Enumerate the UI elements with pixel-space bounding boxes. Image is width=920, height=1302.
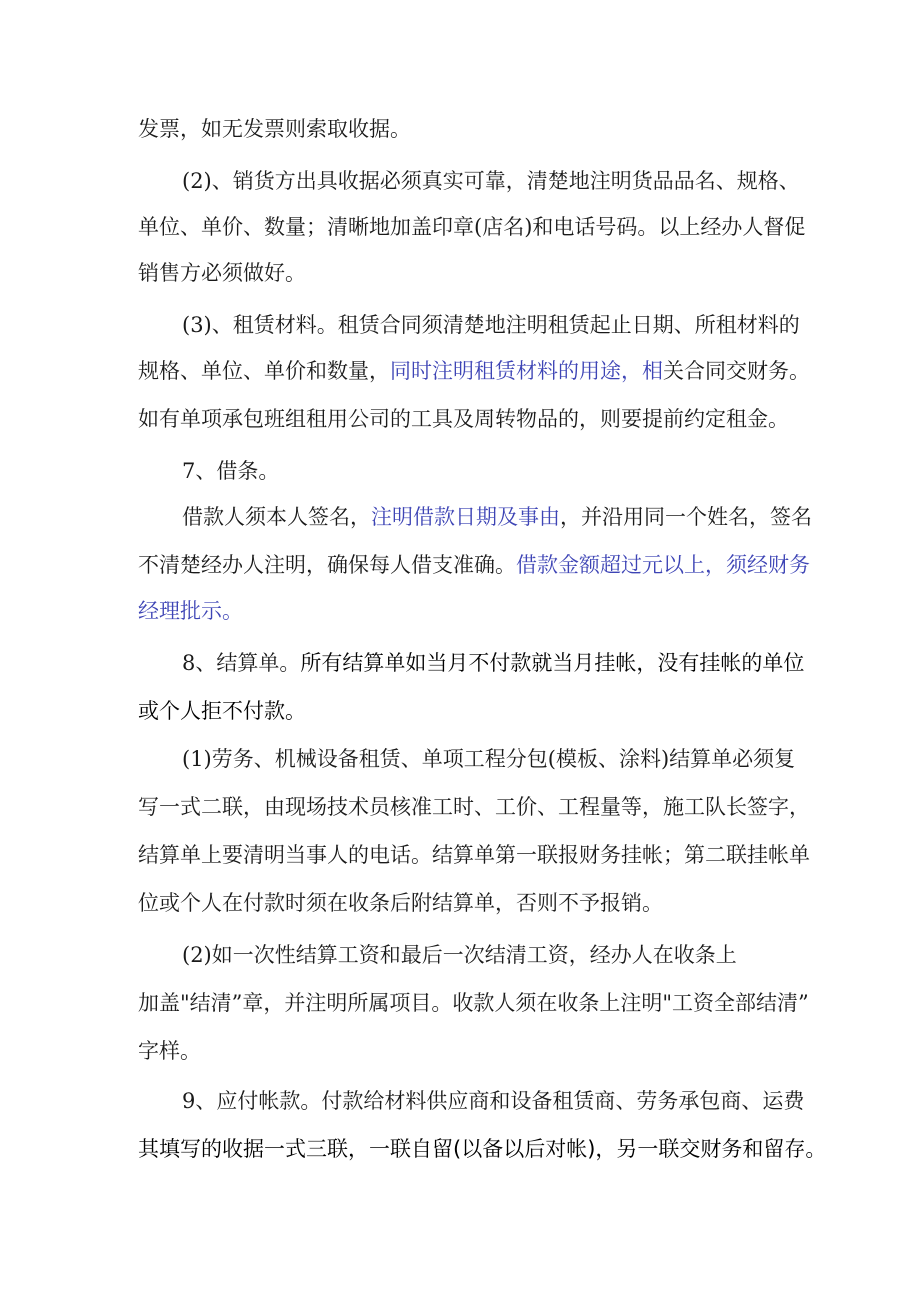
text-line xyxy=(182,310,800,340)
highlighted-text: 借款金额超过元以上，须经财务 xyxy=(516,553,810,577)
text-line xyxy=(182,502,812,532)
text-line xyxy=(182,744,795,774)
text-span: 销售方必须做好。 xyxy=(138,261,306,285)
text-line xyxy=(138,258,306,288)
section-heading xyxy=(182,456,279,486)
text-span: 7、借条。 xyxy=(182,459,280,483)
highlighted-text: 同时注明租赁材料的用途，相 xyxy=(390,359,663,383)
text-span: 写一式二联，由现场技术员核准工时、工价、工程量等，施工队长签字， xyxy=(138,795,810,819)
text-line xyxy=(138,212,805,242)
highlighted-text: 注明借款日期及事由 xyxy=(371,505,560,529)
text-span: 单位、单价、数量；清晰地加盖印章(店名)和电话号码。以上经办人督促 xyxy=(138,215,806,239)
text-span: 不清楚经办人注明，确保每人借支准确。 xyxy=(138,553,516,577)
text-line xyxy=(182,166,800,196)
text-span: ，并沿用同一个姓名，签名 xyxy=(560,505,812,529)
section-heading xyxy=(182,648,804,678)
highlighted-text: 经理批示。 xyxy=(138,599,243,623)
text-line xyxy=(138,988,809,1018)
text-line xyxy=(138,596,243,626)
text-line xyxy=(138,888,663,918)
text-span: 关合同交财务。 xyxy=(663,359,810,383)
text-span: (2)、销货方出具收据必须真实可靠，清楚地注明货品品名、规格、 xyxy=(182,169,800,193)
text-line xyxy=(138,114,411,144)
text-span: 如有单项承包班组租用公司的工具及周转物品的，则要提前约定租金。 xyxy=(138,407,789,431)
text-span: 加盖"结清”章，并注明所属项目。收款人须在收条上注明"工资全部结清” xyxy=(138,991,809,1015)
text-span: 9、应付帐款。付款给材料供应商和设备租赁商、劳务承包商、运费 xyxy=(182,1089,805,1113)
text-line xyxy=(138,1036,201,1066)
sans-text: 所有结算单如当月不付款就当月挂帐，没有挂帐的单位 xyxy=(300,651,805,675)
text-line xyxy=(182,940,737,970)
text-line xyxy=(138,404,789,434)
text-line xyxy=(138,696,306,726)
text-line xyxy=(138,550,810,580)
text-span: (1)劳务、机械设备租赁、单项工程分包(模板、涂料)结算单必须复 xyxy=(182,747,796,771)
text-line xyxy=(138,840,810,870)
text-span: 字样。 xyxy=(138,1039,201,1063)
text-span: 发票，如无发票则索取收据。 xyxy=(138,117,411,141)
section-heading xyxy=(182,1086,804,1116)
text-span: (3)、租赁材料。租赁合同须清楚地注明租赁起止日期、所租材料的 xyxy=(182,313,800,337)
text-line xyxy=(138,792,810,822)
text-span: 或个人拒不付款。 xyxy=(138,699,306,723)
text-span: 位或个人在付款时须在收条后附结算单，否则不予报销。 xyxy=(138,891,663,915)
text-span: 8、结算单。 xyxy=(182,651,301,675)
text-line xyxy=(138,356,810,386)
text-span: 规格、单位、单价和数量， xyxy=(138,359,390,383)
text-line xyxy=(138,1134,826,1164)
text-span: 其填写的收据一式三联，一联自留(以备以后对帐)，另一联交财务和留存。 xyxy=(138,1137,827,1161)
text-span: 结算单上要清明当事人的电话。结算单第一联报财务挂帐；第二联挂帐单 xyxy=(138,843,810,867)
text-span: (2)如一次性结算工资和最后一次结清工资，经办人在收条上 xyxy=(182,943,737,967)
text-span: 借款人须本人签名， xyxy=(182,505,371,529)
